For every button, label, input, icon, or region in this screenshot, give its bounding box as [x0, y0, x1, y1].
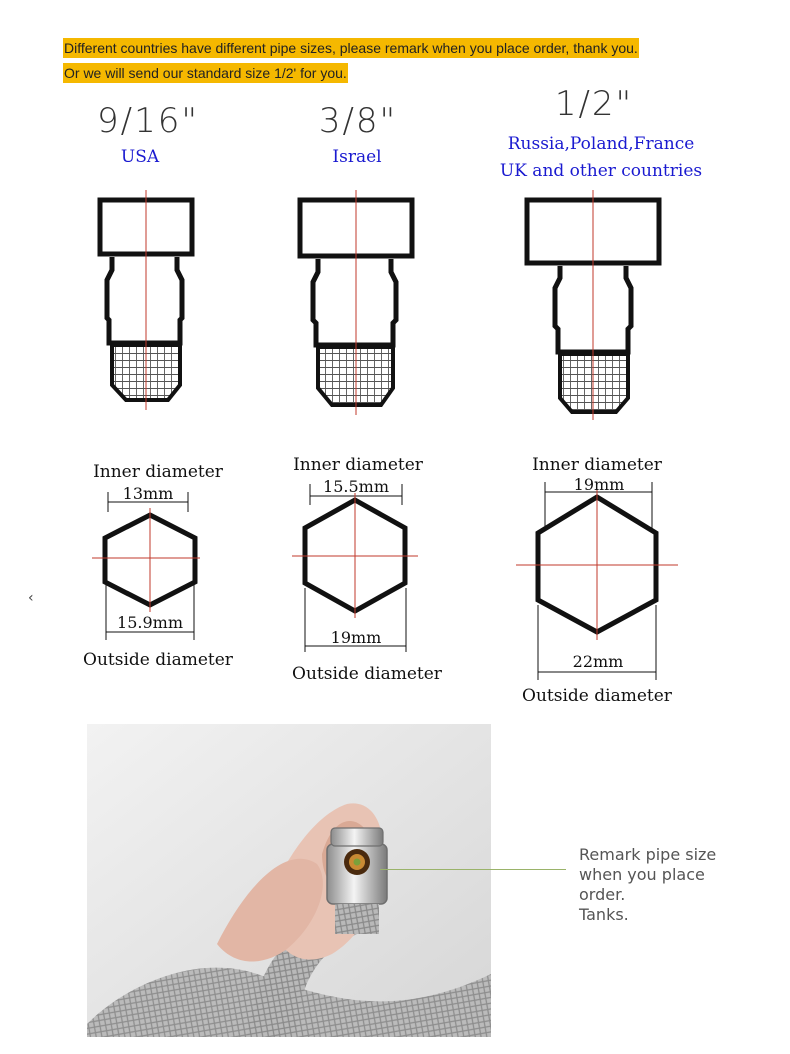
- size-label: 1/2": [554, 84, 634, 124]
- outside-diameter-value: 22mm: [572, 652, 624, 671]
- chevron-left-icon[interactable]: ‹: [28, 590, 34, 606]
- size-column-3-8: [292, 101, 443, 684]
- remark-leader-line: [380, 869, 566, 870]
- product-photo: [87, 724, 491, 1037]
- size-column-1-2: [500, 84, 702, 706]
- hex-nut-drawing: [292, 484, 418, 652]
- outside-diameter-label: Outside diameter: [83, 650, 233, 670]
- hose-in-hand-image: [87, 724, 491, 1037]
- inner-diameter-value: 19mm: [573, 475, 625, 494]
- country-label: USA: [120, 147, 160, 167]
- country-label: UK and other countries: [499, 161, 703, 181]
- outside-diameter-label: Outside diameter: [292, 664, 442, 684]
- hex-nut-drawing: [516, 482, 678, 680]
- notice-line-1: Different countries have different pipe sizes, please remark when you place order, thank you.: [64, 40, 638, 56]
- inner-diameter-label: Inner diameter: [293, 455, 423, 475]
- country-label: Russia,Poland,France: [507, 134, 695, 154]
- size-label: 9/16": [97, 101, 199, 141]
- remark-callout: [579, 845, 716, 925]
- outside-diameter-label: Outside diameter: [522, 686, 672, 706]
- size-label: 3/8": [318, 101, 398, 141]
- country-label: Israel: [332, 147, 382, 167]
- inner-diameter-value: 15.5mm: [323, 477, 389, 496]
- remark-line: Remark pipe size: [579, 845, 717, 864]
- inner-diameter-label: Inner diameter: [532, 455, 662, 475]
- fitting-drawing: [100, 190, 192, 410]
- outside-diameter-value: 15.9mm: [117, 613, 183, 632]
- remark-line: Tanks.: [579, 905, 629, 924]
- inner-diameter-label: Inner diameter: [93, 462, 223, 482]
- inner-diameter-value: 13mm: [122, 484, 174, 503]
- remark-line: when you place: [579, 865, 705, 884]
- fitting-drawing: [300, 190, 412, 415]
- size-column-9-16: [83, 101, 234, 670]
- fitting-drawing: [527, 190, 659, 420]
- outside-diameter-value: 19mm: [330, 628, 382, 647]
- notice-line-2: Or we will send our standard size 1/2' for you.: [64, 65, 347, 81]
- remark-line: order.: [579, 885, 626, 904]
